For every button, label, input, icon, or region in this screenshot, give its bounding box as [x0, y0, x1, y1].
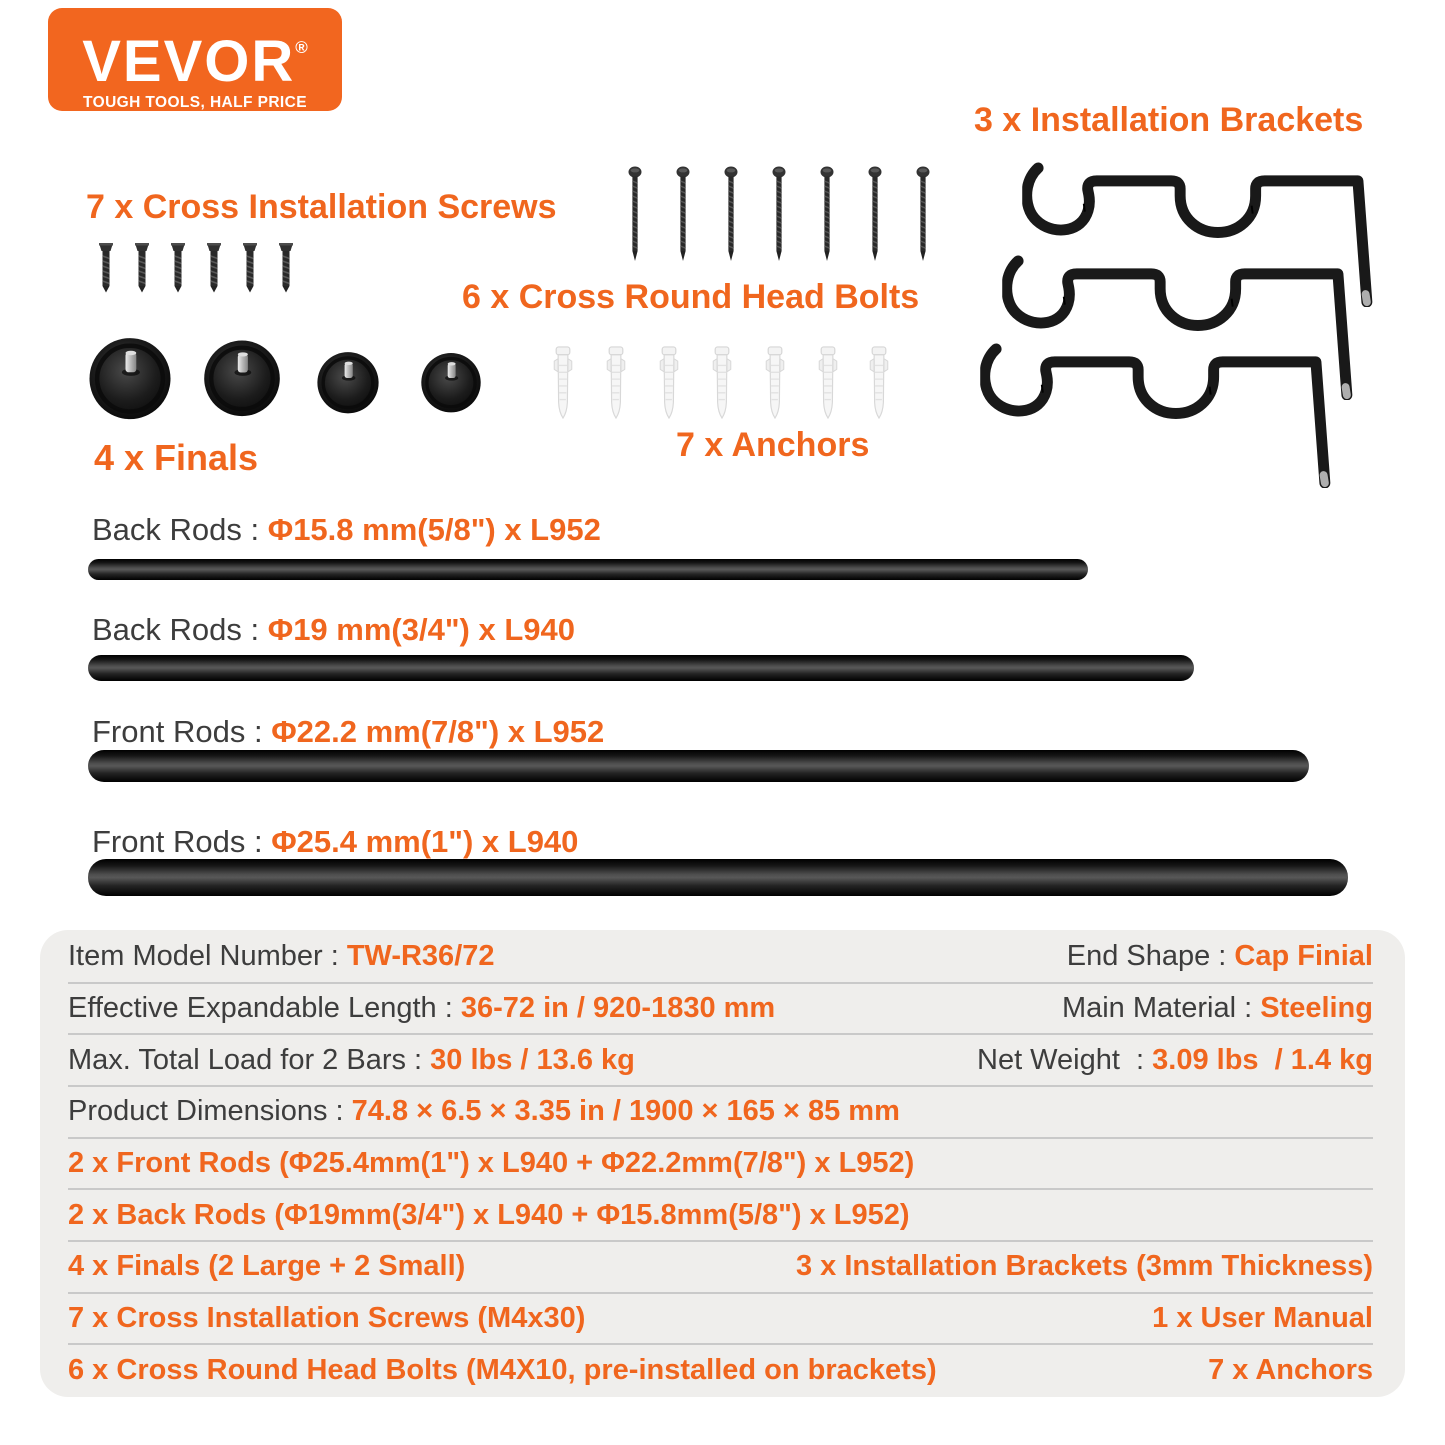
spec-included-item: 1 x User Manual [1152, 1302, 1373, 1335]
spec-row-screws-manual [68, 1294, 1373, 1346]
spec-included-item: 7 x Anchors [1208, 1353, 1373, 1386]
curtain-rod-back-2 [88, 655, 1194, 681]
curtain-rod-back-1 [88, 559, 1088, 580]
anchor-icon [713, 347, 731, 418]
screw-icon [725, 167, 738, 262]
bolt-icon [99, 243, 113, 293]
spec-row-back-rods [68, 1190, 1373, 1242]
rod-name: Front Rods : [92, 824, 272, 859]
bolt-icon [171, 243, 185, 293]
spec-included-item: 3 x Installation Brackets (3mm Thickness) [796, 1250, 1373, 1283]
rod-spec: Φ25.4 mm(1") x L940 [271, 824, 579, 859]
spec-row-length [68, 984, 1373, 1036]
label-cross-installation-screws: 7 x Cross Installation Screws [86, 188, 557, 226]
screw-icon [773, 167, 786, 262]
logo-tagline: TOUGH TOOLS, HALF PRICE [83, 94, 307, 111]
bolt-icon [243, 243, 257, 293]
spec-included-item: 4 x Finals (2 Large + 2 Small) [68, 1250, 466, 1283]
spec-label: Effective Expandable Length : [68, 992, 461, 1024]
spec-label: Main Material : [1061, 992, 1261, 1024]
finial-icon-small [418, 347, 484, 413]
rod-name: Back Rods : [92, 512, 268, 547]
screw-icon [821, 167, 834, 262]
anchor-icon [819, 347, 837, 418]
spec-row-model [68, 932, 1373, 984]
spec-label: Max. Total Load for 2 Bars : [68, 1043, 431, 1076]
anchor-icon [554, 347, 572, 418]
spec-row-front-rods [68, 1139, 1373, 1191]
curtain-rod-front-2 [88, 859, 1348, 896]
screw-icon [677, 167, 690, 262]
bolt-icon [135, 243, 149, 293]
anchor-icon [660, 347, 678, 418]
bracket-icon [980, 341, 1340, 488]
vevor-logo [48, 8, 342, 111]
finial-icon-small [314, 346, 382, 414]
round-head-bolts-group [97, 241, 307, 293]
spec-label: Item Model Number : [68, 940, 347, 973]
label-finials: 4 x Finals [94, 437, 259, 478]
rod-label-front-2 [92, 824, 578, 860]
spec-row-bolts-anchors [68, 1345, 1373, 1395]
spec-label: Product Dimensions : [68, 1095, 352, 1128]
spec-value: 74.8 × 6.5 × 3.35 in / 1900 × 165 × 85 mm [351, 1095, 900, 1128]
label-installation-brackets: 3 x Installation Brackets [974, 101, 1364, 139]
rod-spec: Φ22.2 mm(7/8") x L952 [271, 714, 605, 749]
screw-icon [629, 167, 642, 262]
label-anchors: 7 x Anchors [676, 426, 870, 464]
spec-included-item: 7 x Cross Installation Screws (M4x30) [68, 1302, 586, 1335]
spec-value: Cap Finial [1234, 940, 1373, 973]
logo-wordmark [48, 18, 342, 92]
spec-value: 30 lbs / 13.6 kg [430, 1043, 635, 1076]
spec-included-item: 2 x Front Rods (Φ25.4mm(1") x L940 + Φ22.2mm(7/8") x L952) [68, 1147, 915, 1180]
finial-icon-large [85, 330, 175, 420]
label-cross-round-head-bolts: 6 x Cross Round Head Bolts [462, 278, 920, 316]
rod-spec: Φ19 mm(3/4") x L940 [267, 612, 575, 647]
spec-value: 3.09 lbs / 1.4 kg [1152, 1043, 1373, 1076]
spec-value: TW-R36/72 [346, 940, 495, 973]
spec-table [40, 930, 1405, 1397]
anchors-group [551, 346, 891, 422]
logo-text: VEVOR [82, 29, 296, 94]
spec-row-finals-brackets [68, 1242, 1373, 1294]
rod-name: Back Rods : [92, 612, 268, 647]
spec-label: End Shape : [1066, 940, 1235, 973]
spec-included-item: 6 x Cross Round Head Bolts (M4X10, pre-installed on brackets) [68, 1353, 937, 1386]
rod-label-back-2 [92, 612, 575, 648]
finial-icon-large [200, 333, 284, 417]
bolt-icon [207, 243, 221, 293]
anchor-icon [870, 347, 888, 418]
installation-screws-group [628, 166, 964, 264]
spec-value: Steeling [1260, 992, 1373, 1024]
spec-row-load [68, 1035, 1373, 1087]
rod-label-back-1 [92, 512, 601, 548]
anchor-icon [607, 347, 625, 418]
screw-icon [869, 167, 882, 262]
rod-spec: Φ15.8 mm(5/8") x L952 [267, 512, 601, 547]
registered-mark: ® [295, 38, 308, 57]
spec-label: Net Weight : [977, 1043, 1153, 1076]
rod-label-front-1 [92, 714, 604, 750]
spec-included-item: 2 x Back Rods (Φ19mm(3/4") x L940 + Φ15.8mm(5/8") x L952) [68, 1198, 910, 1231]
curtain-rod-front-1 [88, 750, 1309, 782]
anchor-icon [766, 347, 784, 418]
spec-row-dimensions [68, 1087, 1373, 1139]
rod-name: Front Rods : [92, 714, 272, 749]
spec-value: 36-72 in / 920-1830 mm [460, 992, 776, 1024]
screw-icon [917, 167, 930, 262]
bolt-icon [279, 243, 293, 293]
